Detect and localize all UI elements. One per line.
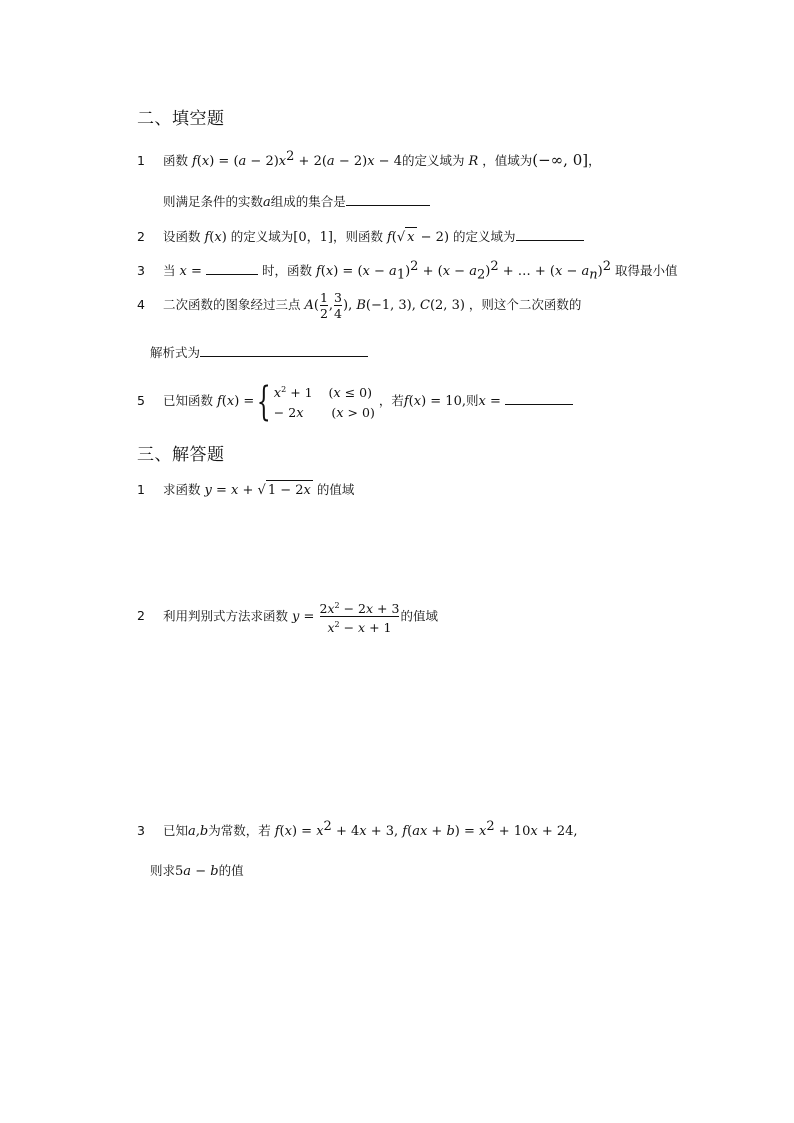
formula: f	[191, 154, 197, 170]
question-number: 3	[137, 823, 145, 839]
brace: {	[257, 378, 272, 425]
question-number: 2	[137, 608, 145, 624]
question-text: ，若	[378, 393, 404, 409]
variable: a	[263, 195, 271, 210]
question-number: 5	[137, 393, 145, 409]
answer-blank[interactable]	[200, 342, 368, 357]
question-number: 3	[137, 263, 145, 279]
question-text: 函数	[162, 153, 188, 169]
answer-question-2: 2 利用判别式方法求函数 y = $\frac{2x^2 - 2x + 3}{x^2 - x + 1}$ 的值域	[137, 598, 438, 635]
question-text: 的值域	[400, 608, 438, 624]
question-3: 3 当 x = 时，函数 $f(x) = (x - a_1)^2 + (x - a_2)^2$ + … + $(x - a_n)^2$ 取得最小值	[137, 259, 678, 283]
question-1: 1 函数 $f(x) = (a - 2)x^2 + 2(a - 2)x - 4$的定义域为 R ，值域为(−∞, 0]，	[137, 149, 601, 170]
question-text: 的定义域为	[230, 229, 294, 244]
domain-symbol: R	[468, 154, 479, 170]
section-3-heading: 三、解答题	[137, 445, 225, 465]
question-text: 当	[162, 263, 176, 279]
interval: [0，1]	[293, 230, 333, 245]
question-text: ，则这个二次函数的	[468, 297, 582, 312]
question-text: ，	[588, 153, 601, 169]
question-text: ，则函数	[332, 229, 383, 244]
question-text: 已知	[162, 823, 188, 839]
question-text: 则	[465, 393, 479, 409]
question-2: 2 设函数 f(x) 的定义域为[0，1]，则函数 f(√ x − 2) 的定义域为	[137, 226, 584, 247]
answer-blank[interactable]	[516, 226, 584, 241]
question-text: 的定义域为	[401, 153, 465, 169]
question-text: 组成的集合是	[270, 194, 346, 209]
question-text: 的值域	[316, 482, 355, 497]
answer-blank[interactable]	[346, 191, 430, 206]
answer-question-1: 1 求函数 y = x + √ 1 − 2x 的值域	[137, 482, 355, 498]
question-text: 已知函数	[162, 393, 213, 409]
question-number: 1	[137, 482, 145, 497]
question-4: 4 二次函数的图象经过三点 A( $\frac{1}{2}$ , $\frac{3}{4}$ ), B(−1, 3), C(2, 3) ，则这个二次函数的	[137, 290, 582, 321]
fraction: $\frac{1}{2}$	[319, 290, 328, 321]
section-2-heading: 二、填空题	[137, 109, 225, 129]
piecewise-cases: $x^2 + 1$ (x ≤ 0) − 2x (x > 0)	[273, 385, 375, 422]
question-1-line2	[163, 191, 430, 212]
variable: a,b	[188, 824, 209, 840]
question-text: 为常数，若	[208, 823, 271, 839]
question-text: 的定义域为	[453, 229, 516, 244]
question-text: 则满足条件的实数	[163, 194, 264, 209]
question-5: 5 已知函数 f(x) ={ $x^2 + 1$ (x ≤ 0) − 2x (x > 0) ，若f(x) = 10,则x =	[137, 380, 573, 423]
question-text: 求函数	[162, 482, 201, 497]
question-text: 二次函数的图象经过三点	[162, 297, 301, 312]
question-text: ，值域为	[482, 153, 533, 169]
fraction: $\frac{3}{4}$	[334, 290, 342, 321]
answer-question-3: 3 已知a,b为常数，若 $f(x) = x^2 + 4x + 3$, $f(ax + b) = x^2 + 10x + 24$,	[137, 819, 578, 840]
question-4-line2	[150, 342, 368, 362]
question-number: 1	[137, 153, 145, 169]
question-text: 时，函数	[261, 263, 312, 279]
question-text: 解析式为	[150, 345, 201, 360]
answer-question-3-line2: 则求5a − b的值	[150, 863, 244, 879]
question-number: 2	[137, 229, 145, 244]
fraction: $\frac{2x^2 - 2x + 3}{x^2 - x + 1}$	[319, 601, 400, 636]
answer-blank[interactable]	[505, 390, 573, 405]
question-text: 利用判别式方法求函数	[162, 608, 288, 624]
question-number: 4	[137, 297, 145, 312]
range-interval: (−∞, 0]	[532, 151, 589, 170]
question-text: 取得最小值	[615, 263, 678, 279]
question-text: 则求	[150, 863, 176, 878]
question-text: 的值	[218, 863, 244, 878]
answer-blank[interactable]	[206, 260, 258, 275]
question-text: 设函数	[162, 229, 201, 244]
